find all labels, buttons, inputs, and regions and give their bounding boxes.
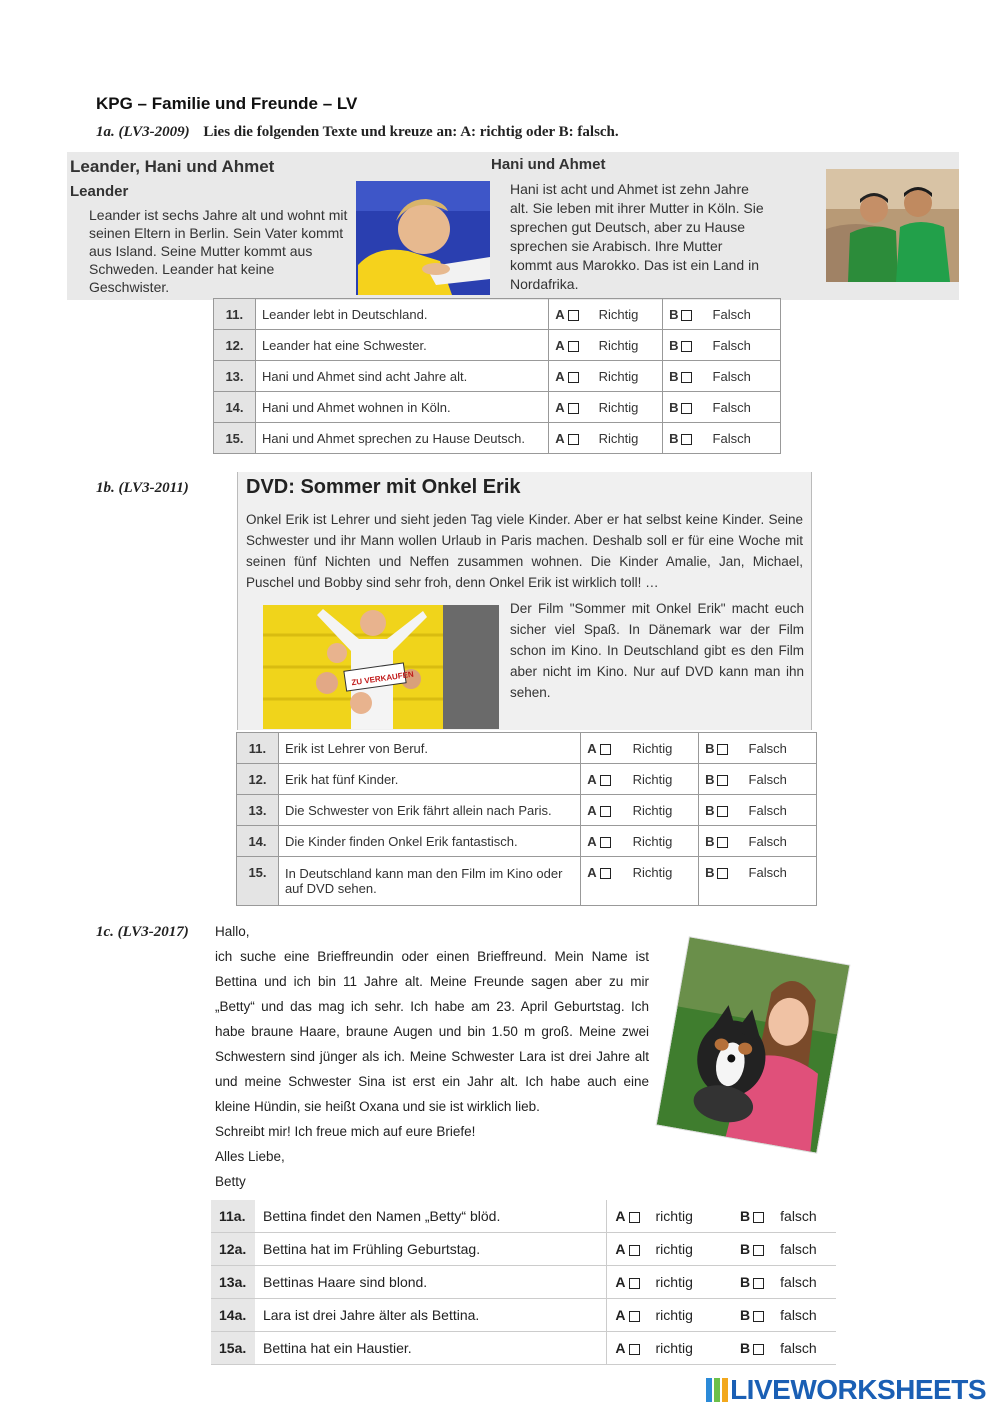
table-row xyxy=(237,826,817,857)
checkbox-icon[interactable] xyxy=(717,775,728,786)
falsch-label: falsch xyxy=(772,1266,836,1299)
option-b-checkbox[interactable] xyxy=(732,1266,772,1299)
statement-text: Hani und Ahmet wohnen in Köln. xyxy=(255,392,548,423)
text-box-1a xyxy=(67,152,959,300)
row-number: 12. xyxy=(237,764,279,795)
checkbox-icon[interactable] xyxy=(681,403,692,414)
checkbox-icon[interactable] xyxy=(717,806,728,817)
statement-text: Erik hat fünf Kinder. xyxy=(278,764,580,795)
table-1b xyxy=(236,732,817,906)
option-b-checkbox[interactable] xyxy=(699,826,743,857)
option-a-letter: A xyxy=(587,740,597,756)
option-a-checkbox[interactable] xyxy=(549,361,593,392)
option-b-checkbox[interactable] xyxy=(699,733,743,764)
text-1a-heading: Leander, Hani und Ahmet xyxy=(70,157,275,176)
dvd-photo xyxy=(263,605,499,729)
option-a-checkbox[interactable] xyxy=(549,330,593,361)
dvd-paragraph-2: Der Film "Sommer mit Onkel Erik" macht euch sicher viel Spaß. In Dänemark war der Film schon im Kino. In Deutschland gibt es den Film aber nicht im Kino. Nur auf DVD kann man ihn sehen. xyxy=(510,601,804,700)
leander-heading: Leander xyxy=(70,183,129,200)
table-row xyxy=(211,1299,836,1332)
option-b-checkbox[interactable] xyxy=(663,392,707,423)
text-box-1b xyxy=(237,472,812,730)
falsch-label: Falsch xyxy=(743,826,817,857)
table-row xyxy=(214,330,781,361)
checkbox-icon[interactable] xyxy=(568,403,579,414)
liveworksheets-icon xyxy=(706,1377,728,1401)
option-b-checkbox[interactable] xyxy=(663,361,707,392)
option-a-checkbox[interactable] xyxy=(581,764,627,795)
option-b-letter: B xyxy=(740,1241,751,1257)
option-a-checkbox[interactable] xyxy=(607,1332,648,1365)
statement-text: Leander lebt in Deutschland. xyxy=(255,299,548,330)
checkbox-icon[interactable] xyxy=(568,434,579,445)
task-1b-label: 1b. (LV3-2011) xyxy=(96,480,189,496)
option-b-letter: B xyxy=(705,740,715,756)
row-number: 11a. xyxy=(211,1200,255,1233)
option-a-checkbox[interactable] xyxy=(607,1200,648,1233)
falsch-label: Falsch xyxy=(743,795,817,826)
falsch-label: Falsch xyxy=(707,361,781,392)
option-b-letter: B xyxy=(740,1307,751,1323)
falsch-label: falsch xyxy=(772,1200,836,1233)
richtig-label: Richtig xyxy=(627,733,699,764)
letter-greeting: Hallo, xyxy=(215,924,250,939)
option-a-checkbox[interactable] xyxy=(607,1299,648,1332)
statement-text: Bettina findet den Namen „Betty“ blöd. xyxy=(255,1200,607,1233)
option-b-checkbox[interactable] xyxy=(732,1332,772,1365)
checkbox-icon[interactable] xyxy=(600,837,611,848)
table-row xyxy=(211,1266,836,1299)
option-a-checkbox[interactable] xyxy=(581,826,627,857)
richtig-label: Richtig xyxy=(627,857,699,906)
falsch-label: falsch xyxy=(772,1233,836,1266)
option-a-checkbox[interactable] xyxy=(607,1266,648,1299)
richtig-label: richtig xyxy=(648,1299,733,1332)
table-row xyxy=(214,361,781,392)
statement-text: Lara ist drei Jahre älter als Bettina. xyxy=(255,1299,607,1332)
row-number: 14. xyxy=(214,392,256,423)
table-row xyxy=(237,733,817,764)
option-b-letter: B xyxy=(740,1274,751,1290)
richtig-label: Richtig xyxy=(627,764,699,795)
falsch-label: Falsch xyxy=(707,299,781,330)
richtig-label: Richtig xyxy=(593,392,663,423)
richtig-label: Richtig xyxy=(593,299,663,330)
table-row xyxy=(237,795,817,826)
checkbox-icon[interactable] xyxy=(681,434,692,445)
page-title: KPG – Familie und Freunde – LV xyxy=(96,94,358,113)
statement-text: Bettina hat ein Haustier. xyxy=(255,1332,607,1365)
checkbox-icon[interactable] xyxy=(753,1245,764,1256)
option-b-letter: B xyxy=(669,306,679,322)
option-a-letter: A xyxy=(587,771,597,787)
table-1c xyxy=(211,1200,836,1365)
checkbox-icon[interactable] xyxy=(629,1344,640,1355)
checkbox-icon[interactable] xyxy=(629,1245,640,1256)
checkbox-icon[interactable] xyxy=(629,1311,640,1322)
option-a-letter: A xyxy=(615,1274,626,1290)
checkbox-icon[interactable] xyxy=(753,1212,764,1223)
option-a-letter: A xyxy=(615,1340,626,1356)
leander-text: Leander ist sechs Jahre alt und wohnt mit seinen Eltern in Berlin. Sein Vater kommt aus Island. Seine Mutter kommt aus Schweden. Leander hat keine Geschwister. xyxy=(89,207,348,295)
table-row xyxy=(237,857,817,906)
bettina-photo xyxy=(657,937,850,1152)
hani-ahmet-photo xyxy=(826,169,959,282)
option-a-checkbox[interactable] xyxy=(607,1233,648,1266)
table-row xyxy=(214,392,781,423)
statement-text: Hani und Ahmet sind acht Jahre alt. xyxy=(255,361,548,392)
statement-text: Bettina hat im Frühling Geburtstag. xyxy=(255,1233,607,1266)
falsch-label: Falsch xyxy=(743,857,817,906)
option-a-letter: A xyxy=(587,865,597,880)
option-b-letter: B xyxy=(669,399,679,415)
hani-ahmet-heading: Hani und Ahmet xyxy=(491,156,606,173)
checkbox-icon[interactable] xyxy=(568,310,579,321)
task-1c-label-line xyxy=(96,924,199,941)
option-a-letter: A xyxy=(587,802,597,818)
option-a-checkbox[interactable] xyxy=(549,299,593,330)
task-1a-label: 1a. (LV3-2009) xyxy=(96,124,190,140)
option-a-checkbox[interactable] xyxy=(549,423,593,454)
checkbox-icon[interactable] xyxy=(717,868,728,879)
option-b-checkbox[interactable] xyxy=(732,1299,772,1332)
option-b-letter: B xyxy=(705,865,715,880)
task-1a-instruction: Lies die folgenden Texte und kreuze an: A: richtig oder B: falsch. xyxy=(203,124,619,140)
option-a-checkbox[interactable] xyxy=(549,392,593,423)
checkbox-icon[interactable] xyxy=(629,1212,640,1223)
richtig-label: richtig xyxy=(648,1233,733,1266)
letter-body: ich suche eine Brieffreundin oder einen Brieffreund. Mein Name ist Bettina und ich bin 11 Jahre alt. Meine Freunde sagen aber zu mir „Betty“ und das mag ich sehr. Ich habe am 23. April Geburtstag. Ich habe braune Haare, braune Augen und bin 1.50 m groß. Meine zwei Schwestern sind jünger als ich. Meine Schwester Lara ist drei Jahre alt und meine Schwester Sina ist erst ein Jahr alt. Ich habe auch eine kleine Hündin, sie heißt Oxana und sie ist wirklich lieb. xyxy=(215,949,649,1114)
letter-closing: Schreibt mir! Ich freue mich auf eure Briefe! xyxy=(215,1124,476,1139)
option-a-letter: A xyxy=(555,306,565,322)
checkbox-icon[interactable] xyxy=(681,341,692,352)
row-number: 13. xyxy=(237,795,279,826)
leander-photo xyxy=(356,181,490,295)
checkbox-icon[interactable] xyxy=(753,1344,764,1355)
option-b-letter: B xyxy=(669,430,679,446)
checkbox-icon[interactable] xyxy=(600,806,611,817)
statement-text: Hani und Ahmet sprechen zu Hause Deutsch. xyxy=(255,423,548,454)
option-b-checkbox[interactable] xyxy=(699,857,743,906)
option-b-checkbox[interactable] xyxy=(732,1200,772,1233)
logo-text: LIVEWORKSHEETS xyxy=(730,1374,986,1405)
option-b-letter: B xyxy=(740,1340,751,1356)
option-b-checkbox[interactable] xyxy=(663,330,707,361)
option-a-letter: A xyxy=(555,368,565,384)
checkbox-icon[interactable] xyxy=(629,1278,640,1289)
checkbox-icon[interactable] xyxy=(681,310,692,321)
checkbox-icon[interactable] xyxy=(753,1311,764,1322)
table-row xyxy=(214,299,781,330)
checkbox-icon[interactable] xyxy=(681,372,692,383)
richtig-label: Richtig xyxy=(627,826,699,857)
option-b-letter: B xyxy=(669,337,679,353)
row-number: 11. xyxy=(237,733,279,764)
row-number: 11. xyxy=(214,299,256,330)
option-b-checkbox[interactable] xyxy=(699,764,743,795)
row-number: 12. xyxy=(214,330,256,361)
task-1b-label-line xyxy=(96,480,199,497)
checkbox-icon[interactable] xyxy=(753,1278,764,1289)
falsch-label: Falsch xyxy=(743,733,817,764)
row-number: 15a. xyxy=(211,1332,255,1365)
option-b-letter: B xyxy=(705,771,715,787)
richtig-label: Richtig xyxy=(593,330,663,361)
row-number: 15. xyxy=(237,857,279,906)
option-b-letter: B xyxy=(740,1208,751,1224)
option-a-letter: A xyxy=(555,399,565,415)
richtig-label: Richtig xyxy=(627,795,699,826)
table-row xyxy=(211,1200,836,1233)
liveworksheets-logo xyxy=(706,1374,986,1406)
richtig-label: Richtig xyxy=(593,361,663,392)
table-row xyxy=(214,423,781,454)
falsch-label: falsch xyxy=(772,1332,836,1365)
row-number: 14a. xyxy=(211,1299,255,1332)
hani-ahmet-text: Hani ist acht und Ahmet ist zehn Jahre alt. Sie leben mit ihrer Mutter in Köln. Sie sprechen gut Deutsch, aber zu Hause sprechen sie Arabisch. Ihre Mutter kommt aus Marokko. Das ist ein Land in Nordafrika. xyxy=(510,181,764,292)
checkbox-icon[interactable] xyxy=(600,775,611,786)
richtig-label: richtig xyxy=(648,1200,733,1233)
checkbox-icon[interactable] xyxy=(568,341,579,352)
richtig-label: richtig xyxy=(648,1266,733,1299)
checkbox-icon[interactable] xyxy=(717,837,728,848)
option-b-letter: B xyxy=(705,802,715,818)
option-a-letter: A xyxy=(615,1208,626,1224)
option-b-checkbox[interactable] xyxy=(699,795,743,826)
row-number: 12a. xyxy=(211,1233,255,1266)
dvd-paragraph-1: Onkel Erik ist Lehrer und sieht jeden Tag viele Kinder. Aber er hat selbst keine Kinder. Seine Schwester und ihr Mann wollen Urlaub in Paris machen. Deshalb soll er für eine Woche mit seinen fünf Nichten und Neffen zusammen wohnen. Die Kinder Amalie, Jan, Michael, Puschel und Bobby sind sehr froh, denn Onkel Erik ist wirklich toll! … xyxy=(246,512,803,590)
falsch-label: Falsch xyxy=(707,330,781,361)
table-row xyxy=(237,764,817,795)
checkbox-icon[interactable] xyxy=(568,372,579,383)
option-a-letter: A xyxy=(555,430,565,446)
statement-text: Die Kinder finden Onkel Erik fantastisch. xyxy=(278,826,580,857)
option-b-letter: B xyxy=(669,368,679,384)
statement-text: In Deutschland kann man den Film im Kino oder auf DVD sehen. xyxy=(278,857,580,906)
dvd-heading: DVD: Sommer mit Onkel Erik xyxy=(246,476,521,498)
option-a-letter: A xyxy=(587,833,597,849)
option-b-checkbox[interactable] xyxy=(663,299,707,330)
option-a-letter: A xyxy=(615,1307,626,1323)
checkbox-icon[interactable] xyxy=(600,744,611,755)
option-a-letter: A xyxy=(555,337,565,353)
row-number: 13a. xyxy=(211,1266,255,1299)
richtig-label: richtig xyxy=(648,1332,733,1365)
row-number: 15. xyxy=(214,423,256,454)
option-a-checkbox[interactable] xyxy=(581,795,627,826)
letter-farewell: Alles Liebe, xyxy=(215,1149,285,1164)
checkbox-icon[interactable] xyxy=(600,868,611,879)
table-row xyxy=(211,1233,836,1266)
statement-text: Leander hat eine Schwester. xyxy=(255,330,548,361)
row-number: 14. xyxy=(237,826,279,857)
table-1a xyxy=(213,298,781,454)
statement-text: Erik ist Lehrer von Beruf. xyxy=(278,733,580,764)
statement-text: Bettinas Haare sind blond. xyxy=(255,1266,607,1299)
falsch-label: Falsch xyxy=(707,423,781,454)
richtig-label: Richtig xyxy=(593,423,663,454)
row-number: 13. xyxy=(214,361,256,392)
option-a-checkbox[interactable] xyxy=(581,857,627,906)
sign-text: ZU VERKAUFEN xyxy=(350,669,415,688)
falsch-label: Falsch xyxy=(743,764,817,795)
table-row xyxy=(211,1332,836,1365)
checkbox-icon[interactable] xyxy=(717,744,728,755)
statement-text: Die Schwester von Erik fährt allein nach Paris. xyxy=(278,795,580,826)
option-b-letter: B xyxy=(705,833,715,849)
falsch-label: Falsch xyxy=(707,392,781,423)
task-1c-label: 1c. (LV3-2017) xyxy=(96,924,189,940)
option-b-checkbox[interactable] xyxy=(732,1233,772,1266)
task-1a-instruction-line xyxy=(96,124,619,141)
falsch-label: falsch xyxy=(772,1299,836,1332)
option-a-checkbox[interactable] xyxy=(581,733,627,764)
option-b-checkbox[interactable] xyxy=(663,423,707,454)
letter xyxy=(215,919,649,1194)
option-a-letter: A xyxy=(615,1241,626,1257)
letter-signature: Betty xyxy=(215,1174,246,1189)
